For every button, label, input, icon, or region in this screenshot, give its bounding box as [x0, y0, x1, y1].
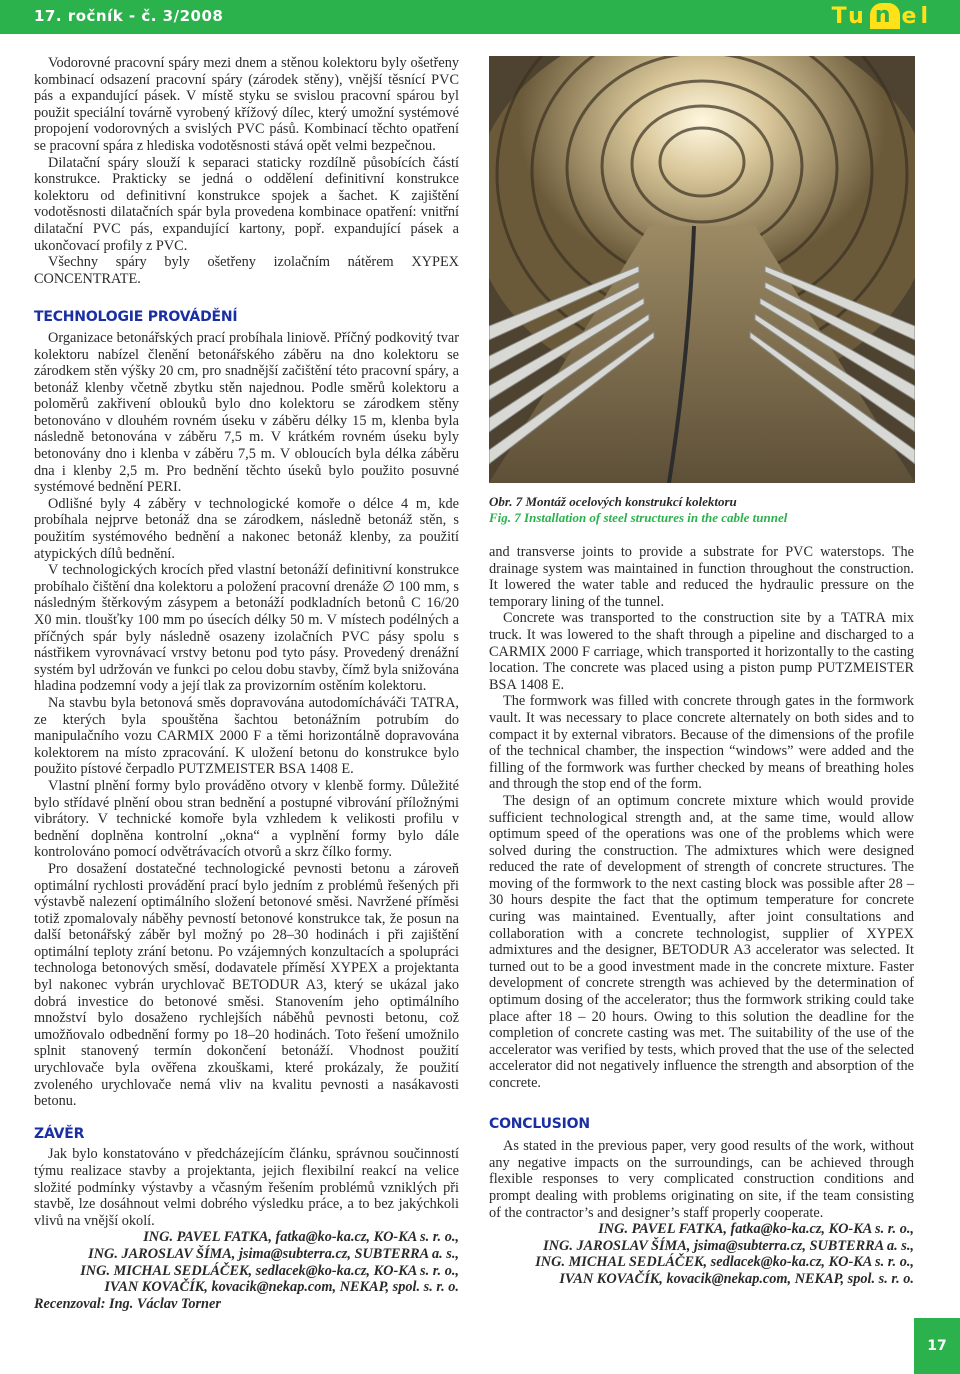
header-band: [0, 0, 960, 34]
left-intro-paragraph: Všechny spáry byly ošetřeny izolačním nátěrem XYPEX CONCENTRATE.: [34, 254, 459, 287]
figure-caption-cz: Obr. 7 Montáž ocelových konstrukcí kolektoru: [489, 494, 737, 509]
right-paragraph: The design of an optimum concrete mixture which would provide sufficient technological strength and, at the same time, would allow optimum speed of the operations was one of the problems which were solved during the construction. The admixtures which were designed reduced the rate of development of strength of concrete structures. The moving of the formwork to the next casting block was possible after 28 – 30 hours despite the fact that the optimum temperature for concrete curing was maintained. Eventually, after joint consultations and collaboration with a concrete technologist, supplier of XYPEX admixtures and the designer, BETODUR A3 accelerator was selected. It turned out to be a good investment made in the concrete mixture. Faster development of concrete strength was achieved by the determination of optimum dosing of the accelerator; thus the formwork striking could take place after 18 – 20 hours. Owing to this solution the deadline for the completion of concrete casting was met. The suitability of the use of the accelerator was verified by tests, which proved that the use of the selected accelerator did not negatively influence the strength and absorption of the concrete.: [489, 792, 914, 1091]
left-tech-paragraph: V technologických krocích před vlastní betonáží definitivní konstrukce probíhalo čištění dna kolektoru a položení pracovní drenáže ∅ 100 mm, s následným štěrkovým zásypem a betonáží podkladních betonů C 16/20 X0 min. tloušťky 100 mm po úsecích délky 50 m. V místech podélných a příčných spár byly následně osazeny izolačních PVC pásy spolu s nástřikem vyrovnávací vrstvy betonu pod tyto pásy. Provedený drenážní systém byl udržován ve funkci po celou dobu stavby, čímž byla snižována hladina podzemní vody a její tlak za provizorním ostěním kolektoru.: [34, 562, 459, 695]
logo-part-2: el: [901, 3, 932, 29]
right-paragraph: Concrete was transported to the construction site by a TATRA mix truck. It was lowered to the shaft through a pipeline and discharged to a CARMIX 2000 F carriage, which transported it horizontally to the casting location. The concrete was placed using a piston pump PUTZMEISTER BSA 1408 E.: [489, 610, 914, 693]
right-paragraph: and transverse joints to provide a substrate for PVC waterstops. The drainage system was maintained in function throughout the construction. It lowered the water table and reduced the hydraulic pressure on the temporary lining of the tunnel.: [489, 544, 914, 610]
left-column: [34, 55, 459, 1312]
author-signature: ING. JAROSLAV ŠÍMA, jsima@subterra.cz, SUBTERRA a. s.,: [543, 1237, 914, 1254]
author-signature: IVAN KOVAČÍK, kovacik@nekap.com, NEKAP, spol. s. r. o.: [104, 1279, 459, 1296]
author-signature: ING. JAROSLAV ŠÍMA, jsima@subterra.cz, SUBTERRA a. s.,: [88, 1245, 459, 1262]
page-number: 17: [914, 1318, 960, 1374]
left-tech-paragraph: Organizace betonářských prací probíhala liniově. Příčný podkovitý tvar kolektoru nabízel členění betonářského záběru na dno kolektoru se zárodkem stěn výšky 20 cm, pro snadnější začištění této pracovní spáry, a betonáž klenby včetně zbytku stěn najednou. Podle směrů kolektoru a poloměrů zakřivení oblouků bylo dno kolektoru se zárodkem stěny betonováno v dlouhém rovném úseku v záběru délky 15 m, klenba byla následně betonována v záběru 7,5 m. V krátkém rovném úseku byly betonovány dno i klenba v záběru 7,5 m. V obloucích byla délka záběru dna i klenby 2,5 m. Pro bednění těchto úseků bylo použito posuvné systémové bednění PERI.: [34, 329, 459, 496]
author-signature: IVAN KOVAČÍK, kovacik@nekap.com, NEKAP, spol. s. r. o.: [559, 1270, 914, 1287]
left-intro-paragraph: Vodorovné pracovní spáry mezi dnem a stěnou kolektoru byly ošetřeny kombinací odsazení pracovní spáry (zárodek stěny), vnější těsnící PVC pás a expandující pásek. V místě styku se svislou pracovní spárou byl použit speciální továrně vyrobený křížový dílec, který umožní systémové propojení vodorovných a svislých PVC pásů. Kombinací těchto opatření se pracovní spára z hlediska vodotěsnosti stává opět velmi bezpečnou.: [34, 55, 459, 154]
right-column: [489, 544, 914, 1288]
figure-caption-en: Fig. 7 Installation of steel structures in the cable tunnel: [489, 510, 788, 525]
left-zaver-paragraph: Jak bylo konstatováno v předcházejícím článku, správnou součinností týmu realizace stavby a projektanta, jejich flexibilní reakcí na velice složité podmínky výstavby a včasným řešením problémů vzniklých při stavbě, lze dosáhnout velmi dobrého výsledku práce, a to bez jakýchkoli vlivů na vnější okolí.: [34, 1146, 459, 1229]
right-conclusion-paragraph: As stated in the previous paper, very good results of the work, without any negative impacts on the surroundings, can be achieved through flexible responses to very complicated construction conditions and prompt dealing with problems originating on site, if the team consisting of the contractor’s and designer’s staff properly cooperate.: [489, 1138, 914, 1221]
left-intro-paragraph: Dilatační spáry slouží k separaci staticky rozdílně působících částí konstrukce. Prakticky se jedná o oddělení definitivní konstrukce kolektoru od definitivní konstrukce spojek a šachet. K zajištění vodotěsnosti dilatačních spár byla provedena kombinace opatření: vnitřní dilatační PVC pás, expandující kartony, popř. expandující pásek a ukončovací profily z PVC.: [34, 154, 459, 254]
author-signature: ING. MICHAL SEDLÁČEK, sedlacek@ko-ka.cz, KO-KA s. r. o.,: [535, 1254, 914, 1271]
reviewer-line: Recenzoval: Ing. Václav Torner: [34, 1295, 221, 1312]
left-tech-paragraph: Na stavbu byla betonová směs dopravována autodomícháváči TATRA, ze kterých byla spouštěna šachtou betonážním potrubím do manipulačního vozu CARMIX 2000 F a těmi horizontálně dopravována kolektorem na místo zpracování. K uložení betonu do konstrukce bylo použito pístové čerpadlo PUTZMEISTER BSA 1408 E.: [34, 694, 459, 778]
section-heading-zaver: ZÁVĚR: [34, 1125, 85, 1142]
left-tech-paragraph: Vlastní plnění formy bylo prováděno otvory v klenbě formy. Důležité bylo střídavé plnění obou stran bednění a postupné vibrování příložnými vibrátory. V technické komoře byla vzhledem k velikosti profilu v bednění doplněna kontrolní „okna“ a vyplnění formy bylo dále kontrolováno pomocí odvětrávacích otvorů a skrz čílko formy.: [34, 777, 459, 861]
magazine-logo: [832, 3, 932, 29]
figure-caption: [489, 494, 915, 526]
right-paragraph: The formwork was filled with concrete through gates in the formwork vault. It was necessary to place concrete alternately on both sides and to compact it by external vibrators. Because of the dimensions of the profile of the technical chamber, the inspection “windows” were added and the filling of the formwork was further checked by means of breathing holes and through the stop end of the form.: [489, 693, 914, 793]
tunnel-photo: [489, 56, 915, 483]
logo-part-1: Tu: [831, 3, 868, 29]
author-signature: ING. MICHAL SEDLÁČEK, sedlacek@ko-ka.cz, KO-KA s. r. o.,: [80, 1262, 459, 1279]
left-tech-paragraph: Odlišné byly 4 záběry v technologické komoře o délce 4 m, kde probíhala nejprve betonáž dna se zárodkem, následně betonáž stěn, s použitím systémového bednění a nakonec betonáž klenby, za použití atypických dílů bednění.: [34, 495, 459, 562]
section-heading-technologie: TECHNOLOGIE PROVÁDĚNÍ: [34, 309, 238, 326]
logo-boxed-letter: n: [870, 3, 900, 29]
author-signature: ING. PAVEL FATKA, fatka@ko-ka.cz, KO-KA s. r. o.,: [598, 1221, 914, 1238]
issue-label: 17. ročník - č. 3/2008: [34, 7, 224, 25]
left-tech-paragraph: Pro dosažení dostatečné technologické pevnosti betonu a zároveň optimální rychlosti provádění prací bylo jedním z problémů řešených při výstavbě nalezení optimálního složení betonové směsi. Navržené příměsi totiž zpomalovaly náběhy pevností betonové konstrukce tak, že posun na další betonářský záběr byl možný po 28–30 hodinách i při zajištění optimální teploty zrání betonu. Po vzájemných konzultacích a spolupráci technologa betonových směsí, dodavatele příměsí XYPEX a projektanta byl nakonec vybrán urychlovač BETODUR A3, který se ukázal jako dobrá investice do betonové směsi. Stanovením jeho optimálního množství bylo dosaženo rychlejších náběhů pevnosti betonu, což umožňovalo odbednění formy po 18–20 hodinách. Toto řešení umožnilo splnit stanovený termín dokončení betonáží. Vhodnost použití urychlovače byla ověřena zkouškami, které prokázaly, že použití zvoleného urychlovače nemá vliv na kvalitu pevnosti a nasákavosti betonu.: [34, 860, 459, 1110]
section-heading-conclusion: CONCLUSION: [489, 1115, 590, 1132]
author-signature: ING. PAVEL FATKA, fatka@ko-ka.cz, KO-KA s. r. o.,: [143, 1229, 459, 1246]
tunnel-photo-illustration: [489, 56, 915, 483]
